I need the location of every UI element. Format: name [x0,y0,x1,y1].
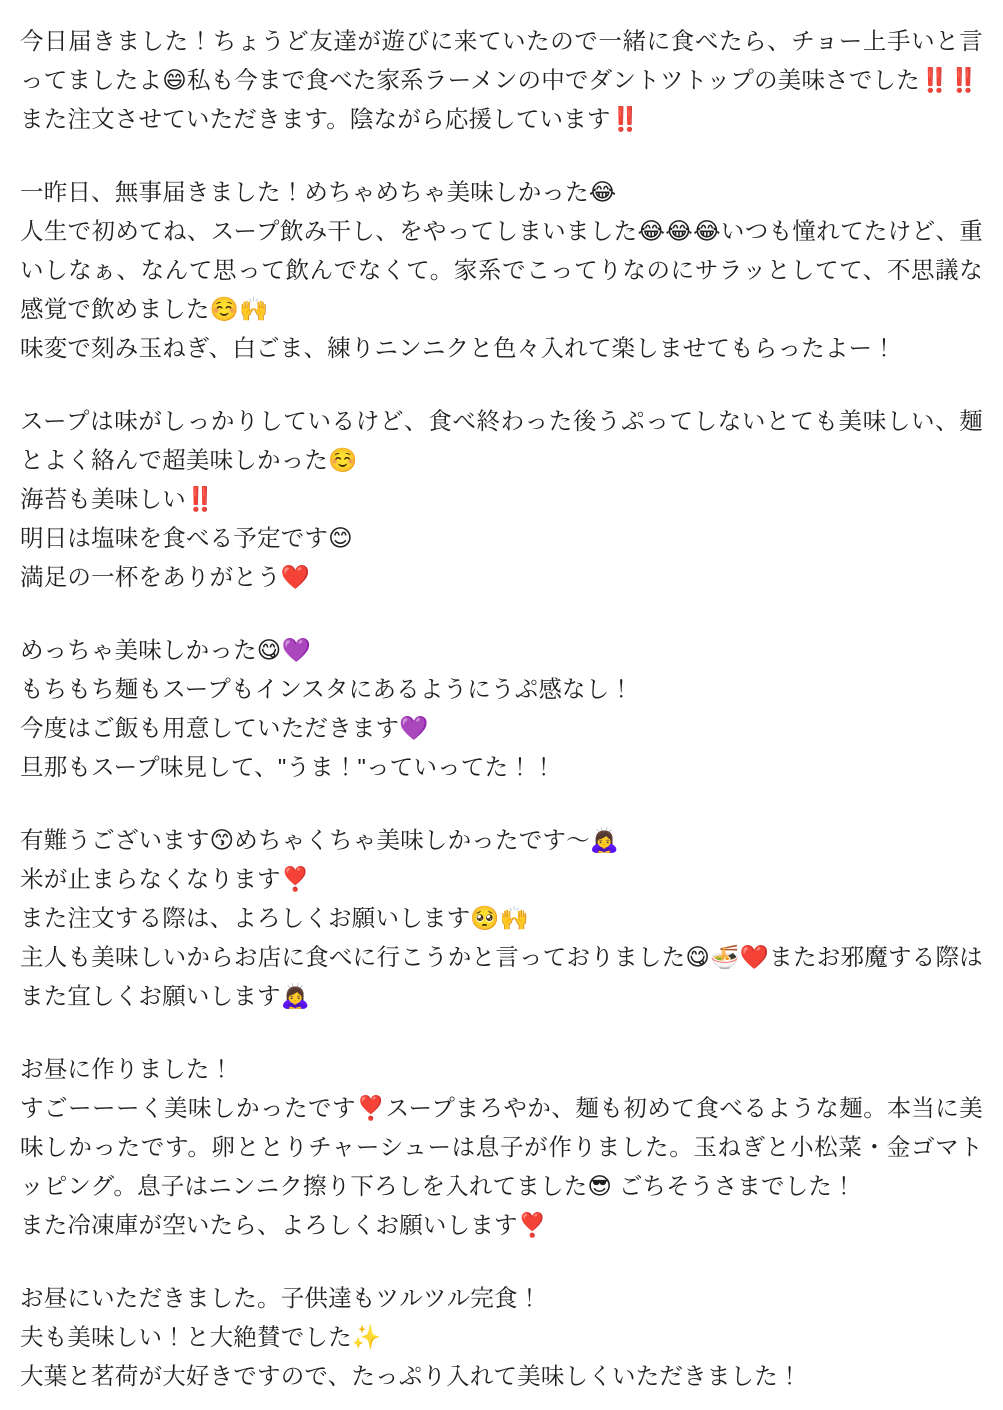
review-line: また注文させていただきます。陰ながら応援しています‼️ [20,106,641,132]
review-line: すごーーーく美味しかったです❣️スープまろやか、麺も初めて食べるような麺。本当に美味しかったです。卵ととりチャーシューは息子が作りました。玉ねぎと小松菜・金ゴマトッピング。息子はニンニク擦り下ろしを入れてました😎 ごちそうさまでした！ [20,1095,983,1199]
review-line: 有難うございます😙めちゃくちゃ美味しかったです〜🙇‍♀️ [20,827,620,853]
review-line: 今日届きました！ちょうど友達が遊びに来ていたので一緒に食べたら、チョー上手いと言ってましたよ😄私も今まで食べた家系ラーメンの中でダントツトップの美味さでした‼️‼️ [20,28,983,93]
review-line: もちもち麺もスープもインスタにあるようにうぷ感なし！ [20,676,634,702]
review-line: 海苔も美味しい‼️ [20,486,216,512]
review-entry [20,821,983,1016]
review-line: 米が止まらなくなります❣️ [20,866,311,892]
review-line: 夫も美味しい！と大絶賛でした✨ [20,1324,382,1350]
review-entry [20,1050,983,1245]
review-entry [20,1279,983,1396]
review-line: 味変で刻み玉ねぎ、白ごま、練りニンニクと色々入れて楽しませてもらったよー！ [20,335,896,361]
review-line: また冷凍庫が空いたら、よろしくお願いします❣️ [20,1212,548,1238]
review-entry [20,402,983,597]
review-line: 大葉と茗荷が大好きですので、たっぷり入れて美味しくいただきました！ [20,1363,802,1389]
review-line: スープは味がしっかりしているけど、食べ終わった後うぷってしないとても美味しい、麺とよく絡んで超美味しかった☺️ [20,408,983,473]
review-line: 一昨日、無事届きました！めちゃめちゃ美味しかった😂 [20,179,617,205]
review-line: 満足の一杯をありがとう❤️ [20,564,311,590]
review-entry [20,631,983,787]
review-line: 明日は塩味を食べる予定です😊 [20,525,353,551]
review-line: 今度はご飯も用意していただきます💜 [20,715,429,741]
review-line: 旦那もスープ味見して、"うま！"っていってた！！ [20,754,556,780]
review-line: お昼にいただきました。子供達もツルツル完食！ [20,1285,542,1311]
review-line: お昼に作りました！ [20,1056,234,1082]
review-line: また注文する際は、よろしくお願いします🥺🙌 [20,905,530,931]
review-entry [20,173,983,368]
review-line: 人生で初めてね、スープ飲み干し、をやってしまいました😂😂😂いつも憧れてたけど、重いしなぁ、なんて思って飲んでなくて。家系でこってりなのにサラッとしてて、不思議な感覚で飲めました☺️🙌 [20,218,983,322]
review-line: めっちゃ美味しかった😋💜 [20,637,311,663]
review-line: 主人も美味しいからお店に食べに行こうかと言っておりました😋🍜❤️またお邪魔する際はまた宜しくお願いします🙇‍♀️ [20,944,983,1009]
review-entry [20,22,983,139]
